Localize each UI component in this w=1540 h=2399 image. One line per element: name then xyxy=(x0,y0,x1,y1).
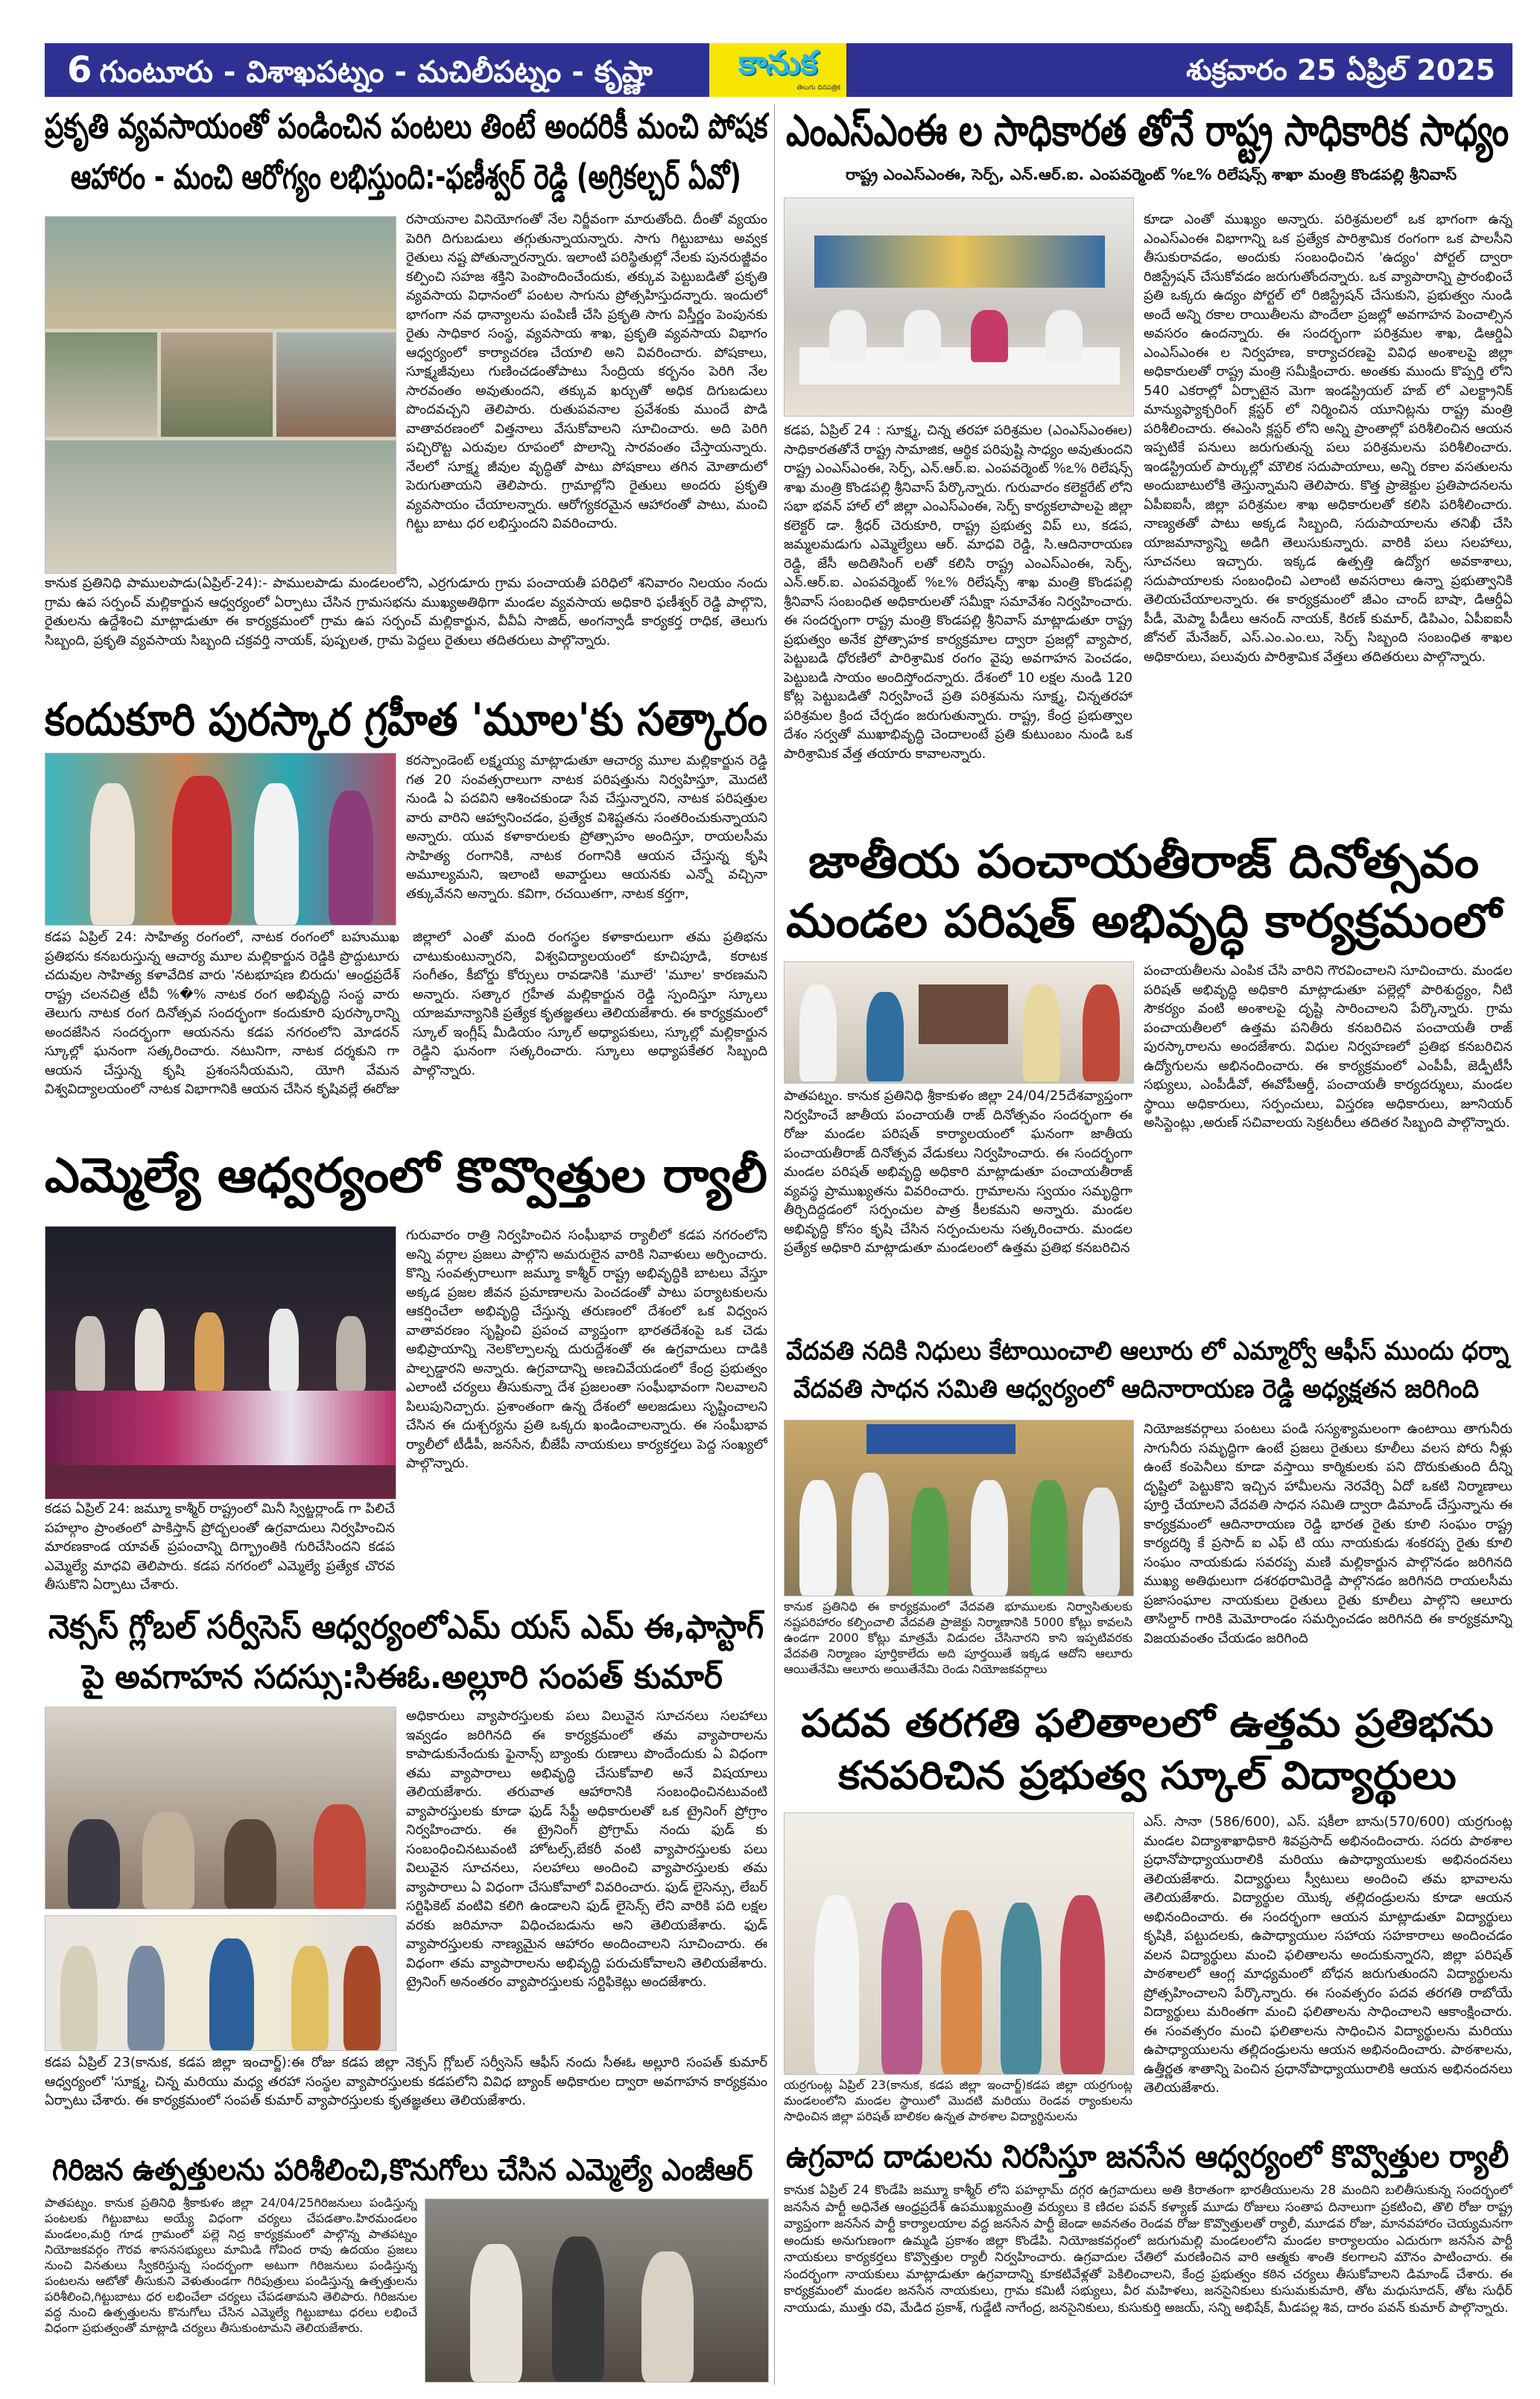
headline-farming-1: ప్రకృతి వ్యవసాయంతో పండించిన పంటలు తింటే అందరికీ మంచి పోషక xyxy=(45,106,768,146)
subheadline-msme: రాష్ట్ర ఎంఎస్ఎంఈ, సెర్ప్, ఎన్.ఆర్.ఐ. ఎంపవర్మెంట్ %ఽ% రిలేషన్స్ శాఖా మంత్రి కొండపల్లి శ్రీనివాస్ xyxy=(846,165,1457,183)
column-divider xyxy=(774,104,775,2385)
article-panchayat-body-continued: పంచాయతీలను ఎంపిక చేసి వారిని గౌరవించాలని సూచించారు. మండల పరిషత్ అభివృద్ధి అధికారి మాట్లాడుతూ పల్లెల్లో పారిశుద్ధ్యం, నీటి సౌకర్యం వంటి అంశాలపై దృష్టి సారించాలని పేర్కొన్నారు. గ్రామ పంచాయతీలలో ఉత్తమ పనితీరు కనబరిచిన పంచాయతీ రాజ్ పురస్కారాలను అందజేశారు. విధుల నిర్వహణలో ప్రతిభ కనబరిచిన ఉద్యోగులను అభినందించారు. ఈ కార్యక్రమంలో ఎంపీపీ, జెడ్పీటీసీ సభ్యులు, ఎంపీడీవో, ఈవోపీఆర్డీ, పంచాయతీ కార్యదర్శులు, మండల స్థాయి అధికారులు, సర్పంచులు, విస్తరణ అధికారులు, జూనియర్ అసిస్టెంట్లు ,అరుణ్ సచివాలయ సెక్రటరీలు తదితర సిబ్బంది పాల్గొన్నారు. xyxy=(1144,963,1512,1131)
page-number: 6 xyxy=(67,49,92,91)
article-girijana-body: పాతపట్నం. కానుక ప్రతినిధి శ్రీకాకుళం జిల్లా 24/04/25గిరిజనులు పండిస్తున్న పంటలకు గిట్టుబాటు అయ్యే విధంగా చర్యలు చేపడతాం.హిరమండలం మండలం,మర్రి గూడ గ్రామంలో పల్లె నిద్ర కార్యక్రమంలో పాల్గొన్న పాతపట్నం నియోజకవర్గం గౌరవ శాసనసభ్యులు మామిడి గోవింద రావు ఉదయం ప్రజలు నుంచి వినతులు స్వీకరిస్తున్న సందర్భంగా అటుగా గిరిజనులు పండిస్తున్న పంటలను ఆటోతో తీసుకుని వెళుతుండగా గిరిపుత్రులు పండిస్తున్న ఉత్పత్తులను పరిశీలించి,గిట్టుబాటు ధర లభించేలా చర్యలు చేపడతామని తెలిపారు. గిరిజనుల వద్ద నుంచి ఉత్పత్తులను కొనుగోలు చేసిన ఎమ్మెల్యే గిట్టుబాటు ధరలు లభించే విధంగా ప్రభుత్వంతో మాట్లాడి చర్యలు తీసుకుంటామని తెలియజేశారు. xyxy=(45,2196,417,2335)
headline-ssc-1: పదవ తరగతి ఫలితాలలో ఉత్తమ ప్రతిభను xyxy=(801,1701,1494,1746)
headline-vedavati-1: వేదవతి నదికి నిధులు కేటాయించాలి ఆలూరు లో ఎమ్మార్వో ఆఫీస్ ముందు ధర్నా xyxy=(786,1336,1509,1366)
photo-vedavati-dharna xyxy=(784,1420,1134,1596)
article-kandukuri-caption: కడప ఏప్రిల్ 24: సాహిత్య రంగంలో, నాటక రంగంలో బహుముఖ ప్రతిభను కనబరుస్తున్న ఆచార్య మూల మల్లికార్జున రెడ్డికి ప్రొద్దుటూరు చదువుల సాహిత్య కళావేదిక వారు 'నటభూషణ బిరుదు' ఆంధ్రప్రదేశ్ రాష్ట్ర చలనచిత్ర టీవీ %�‌% నాటక రంగ అభివృద్ధి సంస్థ వారు తెలుగు నాటక రంగ దినోత్సవ సందర్భంగా కందుకూరి పురస్కారాన్ని అందజేసిన సందర్భంగా ఆయనను కడప నగరంలోని మోడరన్ స్కూల్లో ఘనంగా సత్కరించారు. నటునిగా, నాటక దర్శకుని గా ఆయన చేస్తున్న కృషి ప్రశంసనీయమని, యోగి వేమన విశ్వవిద్యాలయంలో నాటక విభాగానికి ఆయన చేసిన కృషివల్లే ఈరోజు జిల్లాలో ఎంతో మంది రంగస్థల కళాకారులుగా తమ ప్రతిభను చాటుకుంటున్నారని, విశ్వవిద్యాలయంలో కూచిపూడి, కరాటక సంగీతం, కీబోర్డు కోర్సులు రావడానికి 'మూలే' 'మూల' కారణమని అన్నారు. సత్కార గ్రహీత మల్లికార్జున రెడ్డి స్పందిస్తూ స్కూలు యాజమాన్యానికి ప్రత్యేక కృతజ్ఞతలు తెలియజేశారు. ఈ కార్యక్రమంలో స్కూల్ ఇంగ్లీష్ మీడియం స్కూల్ అధ్యాపకులు, స్కూల్లో మల్లికార్జున రెడ్డిని ఘనంగా సత్కరించారు. స్కూలు అధ్యాపకేతర సిబ్బంది పాల్గొన్నారు. xyxy=(45,929,767,1097)
article-msme-body-continued: కూడా ఎంతో ముఖ్యం అన్నారు. పరిశ్రమలలో ఒక భాగంగా ఉన్న ఎంఎస్ఎంఈ విభాగాన్ని ఒక ప్రత్యేక పారిశ్రామిక రంగంగా ఒక పాలసీని తీసుకురావడం, అందుకు సంబంధించిన 'ఉద్యం' పోర్టల్ ద్వారా రిజిస్ట్రేషన్ చేసుకోవడం జరుగుతోందన్నారు. ఒక వ్యాపారాన్ని ప్రారంభించే ప్రతి ఒక్కరు ఉద్యం పోర్టల్ లో రిజిస్ట్రేషన్ చేసుకుని, ప్రభుత్వం నుండి అందే అన్ని రకాల రాయితీలను పొందేలా ప్రజల్లో అవగాహన పెంచాల్సిన అవసరం ఉందన్నారు. ఈ సందర్భంగా పరిశ్రమల శాఖ, డిఆర్డిఏ ఎంఎస్ఎంఈ ల నిర్వహణ, కార్యాచరణపై వివిధ అంశాలపై జిల్లా అధికారులతో రాష్ట్ర మంత్రి సమీక్షించారు. అంతకు ముందు కొప్పర్తి లోని 540 ఎకరాల్లో ఏర్పాటైన మెగా ఇండస్ట్రియల్ హబ్ లో ఎలక్ట్రానిక్ మాన్యుఫ్యాక్చరింగ్ క్లస్టర్ లో నిర్మించిన యూనిట్లను రాష్ట్ర మంత్రి పరిశీలించారు. ఈఎంసి క్లస్టర్ లోని అన్ని ప్రాంతాల్లో పరిశీలించిన ఆయన ఇప్పటికే పనులు జరుగుతున్న పలు పరిశ్రమలను పరిశీలించారు. ఇండస్ట్రియల్ పార్కుల్లో మౌలిక సదుపాయాలు, అన్ని రకాల వసతులను అందుబాటులోకి తెస్తున్నామని తెలిపారు. కొత్త ప్రాజెక్టుల ప్రతిపాదనలను ఏపీఐఐసీ, జిల్లా పరిశ్రమల శాఖ అధికారులతో కలిసి పరిశీలించారు. నాణ్యతతో పాటు అక్కడ సిబ్బంది, సదుపాయాలను తనిఖీ చేసి యాజమాన్యాన్ని అడిగి తెలుసుకున్నారు. వారికి పలు సలహాలు, సూచనలు ఇచ్చారు. ఇక్కడ ఉత్పత్తి ఉద్యోగ అవకాశాలు, సదుపాయాలకు సంబంధించి ఎలాంటి అవసరాలు ఉన్నా ప్రభుత్వానికి తెలియచేయాలన్నారు. ఈ కార్యక్రమంలో జీఎం చాంద్ బాషా, డిఆర్డీఏ పీడీ, మెప్మా పీడీలు ఆనంద్ నాయక్, కిరణ్ కుమార్, డిపిఎం, ఏపీఐఐసీ జోనల్ మేనేజర్, ఎస్.ఎం.ఎం.లు, సెర్ప్ సిబ్బంది సంబంధిత శాఖల అధికారులు, పలువురు పారిశ్రామిక వేత్తలు తదితరులు పాల్గొన్నారు. xyxy=(1144,212,1512,665)
photo-farming-meeting xyxy=(45,216,396,574)
headline-janasena: ఉగ్రవాద దాడులను నిరసిస్తూ జనసేన ఆధ్వర్యంలో కొవ్వొత్తుల ర్యాలీ xyxy=(786,2138,1509,2175)
headline-panchayat-2: మండల పరిషత్ అభివృద్ధి కార్యక్రమంలో xyxy=(786,894,1502,948)
headline-vedavati-2: వేదవతి సాధన సమితి ఆధ్వర్యంలో ఆదినారాయణ రెడ్డి అధ్యక్షతన జరిగింది xyxy=(793,1374,1479,1404)
article-nexus-caption: కడప ఏప్రిల్ 23(కానుక, కడప జిల్లా ఇంచార్జ్):ఈ రోజు కడప జిల్లా నెక్సస్ గ్లోబల్ సర్వీసెస్ ఆఫీస్ నందు సీఈఓ అల్లూరి సంపత్ కుమార్ ఆధ్వర్యంలో 'సూక్ష్మ, చిన్న మరియు మధ్య తరహా సంస్థల వ్యాపారస్తులకు కడపలోని వివిధ బ్యాంక్ అధికారుల ద్వారా అవగాహన కార్యక్రమం ఏర్పాటు చేశారు. ఈ కార్యక్రమంలో సంపత్ కుమార్ వ్యాపారస్తులకు కృతజ్ఞతలు తెలియజేశారు. xyxy=(45,2055,767,2108)
headline-nexus-2: పై అవగాహన సదస్సు:సిఈఓ.అల్లూరి సంపత్ కుమార్ xyxy=(82,1658,723,1696)
headline-nexus-1: నెక్సస్ గ్లోబల్ సర్వీసెస్ ఆధ్వర్యంలోఎమ్ యస్ ఎమ్ ఈ,ఫాస్టాగ్ xyxy=(48,1608,764,1646)
headline-kandukuri: కందుకూరి పురస్కార గ్రహీత 'మూల'కు సత్కారం xyxy=(45,694,767,746)
photo-msme-review-meeting xyxy=(784,197,1134,417)
edition-line xyxy=(67,46,653,94)
headline-msme: ఎంఎస్ఎంఈ ల సాధికారత తోనే రాష్ట్ర సాధికారిక సాధ్యం xyxy=(786,105,1509,156)
photo-panchayat-event xyxy=(784,961,1134,1084)
article-vedavati-caption: కానుక ప్రతినిధి ఈ కార్యక్రమంలో వేదవతి భూములకు నిర్వాసితులకు నష్టపరిహారం కల్పించాలి వేదవతి ప్రాజెక్టు నిర్మాణానికి 5000 కోట్లు కావలసి ఉండగా 2000 కోట్లు మాత్రమే విడుదల చేసినారని కాని ఇప్పటివరకు వేదవతి నిర్మాణం పూర్తికాలేదు అది పూర్తయితే ఇక్కడ ఆదోని ఆలూరు ఆయితేనేమి ఆలూరు అయితేనేమి రెండు నియోజకవర్గాలు xyxy=(784,1599,1132,1676)
article-mla-rally-body: గురువారం రాత్రి నిర్వహించిన సంఘీభావ ర్యాలీలో కడప నగరంలోని అన్ని వర్గాల ప్రజలు పాల్గొని అమరులైన వారికి నివాళులు అర్పించారు. కొన్ని సంవత్సరాలుగా జమ్మూ కాశ్మీర్ రాష్ట్ర అభివృద్ధికి బాటలు వేస్తూ అక్కడ ప్రజల జీవన ప్రమాణాలను పెంచడంతో పాటు పర్యాటకులను ఆకర్షించేలా అభివృద్ధి చేస్తున్న తరుణంలో దేశంలో ఒక విధ్వంస వాతావరణం సృష్టించి ప్రపంచ వ్యాప్తంగా భారతదేశంపై ఒక చెడు అభిప్రాయాన్ని నెలకొల్పాలన్న దురుద్దేశంతో ఈ ఉగ్రవాదులు దాడికి పాల్పడ్డారని అన్నారు. ఉగ్రవాదాన్ని అణచివేయడంలో కేంద్ర ప్రభుత్వం ఎలాంటి చర్యలు తీసుకున్నా దేశ ప్రజలంతా సంఘీభావంగా నిలవాలని పిలుపునిచ్చారు. ప్రశాంతంగా ఉన్న దేశంలో అలజడులు సృష్టించాలని చేసిన ఈ దుశ్చర్యను ప్రతి ఒక్కరు ఖండించాలన్నారు. ఈ సంఘీభావ ర్యాలీలో టీడీపీ, జనసేన, బీజేపీ నాయకులు కార్యకర్తలు పెద్ద సంఖ్యలో పాల్గొన్నారు. xyxy=(406,1227,767,1471)
photo-candle-rally xyxy=(45,1226,396,1499)
article-vedavati-body: నియోజకవర్గాలు పంటలు పండి సస్యశ్యామలంగా ఉంటాయి తాగునీరు సాగునీరు సమృద్ధిగా ఉంటే ప్రజలు రైతులు కూలీలు వలస పోరు నీళ్లు ఉంటే కంపెనీలు కూడా వస్తాయి కార్మికులకు పని దొరుకుతుంది దీన్ని దృష్టిలో పెట్టుకొని ఇచ్చిన హామీలను నెరవేర్చి ఏదో ఒకటి నిర్మాణాలు పూర్తి చేయాలని వేదవతి సాధన సమితి ద్వారా డిమాండ్ చేస్తున్నాను ఈ కార్యక్రమంలో ఆదినారాయణ రెడ్డి భారత రైతు కూలి సంఘం రాష్ట్ర కార్యదర్శి కే ప్రసాద్ ఐ ఎఫ్ టి యు నాయకుడు శంకరప్ప రైతు కూలి సంఘం నాయకుడు సవరప్ప మణి మల్లికార్జున పాల్గొనడం జరిగినది ముఖ్య అతిథులుగా దశరథరామిరెడ్డి పాల్గొనడం జరిగినది రాయలసీమ ప్రజాసంఘాల నాయకులు రైతులు రైతు కూలీలు పాల్గొని ఆలూరు తాసిల్దార్ గారికి మెమోరాండం సమర్పించడం జరిగినది ఈ కార్యక్రమాన్ని విజయవంతం చేయడం జరిగింది xyxy=(1144,1421,1512,1646)
article-panchayat-body: పాతపట్నం. కానుక ప్రతినిధి శ్రీకాకుళం జిల్లా 24/04/25దేశవ్యాప్తంగా నిర్వహించే జాతీయ పంచాయతీ రాజ్ దినోత్సవం సందర్భంగా ఈ రోజు మండల పరిషత్ కార్యాలయంలో ఘనంగా జాతీయ పంచాయతీరాజ్ దినోత్సవ వేడుకలు నిర్వహించారు. ఈ సందర్భంగా మండల పరిషత్ అభివృద్ధి అధికారి మాట్లాడుతూ పంచాయతీరాజ్ వ్యవస్థ ప్రాముఖ్యతను వివరించారు. గ్రామాలను స్వయం సమృద్ధిగా తీర్చిదిద్దడంలో సర్పంచుల పాత్ర కీలకమని అన్నారు. మండల అభివృద్ధి కోసం కృషి చేసిన సర్పంచులను సత్కరించారు. మండల ప్రత్యేక అధికారి మాట్లాడుతూ మండలంలో ఉత్తమ ప్రతిభ కనబరిచిన xyxy=(784,1088,1132,1256)
article-ssc-body: ఎస్. సానా (586/600), ఎస్. షకీలా బాను(570/600) యర్రగుంట్ల మండల విద్యాశాఖాధికారి శివప్రసాద్ అభినందించారు. సదరు పాఠశాల ప్రధానోపాధ్యాయురాలికి మరియు ఉపాధ్యాయులకు అభినందనలు తెలియజేశారు. విద్యార్థులు స్వీటులు అందించి తమ భావాలను తెలియజేశారు. విద్యార్థుల యొక్క తల్లిదండ్రులను కూడా ఆయన అభినందించారు. ఈ సందర్భంగా ఆయన మాట్లాడుతూ విద్యార్థులు కృషికి, పట్టుదలకు, ఉపాధ్యాయుల సహాయ సహకారాలు అందించడం వలన విద్యార్థులు మంచి ఫలితాలను అందుకున్నారని, జిల్లా పరిషత్ పాఠశాలలో ఆంగ్ల మాధ్యమంలో బోధన జరుగుతుందని విద్యార్థులను ప్రోత్సహించాలని పేర్కొన్నారు. ఈ సంవత్సరం పదవ తరగతి రాబోయే విద్యార్థులు మరింతగా మంచి ఫలితాలను సాధించాలని ఆకాంక్షించారు. ఈ సంవత్సరం మంచి ఫలితాలను సాధించిన విద్యార్థులను మరియు ఉపాధ్యాయులను తల్లిదండ్రులను ఆయన అభినందించారు. పాఠశాలను, ఉత్తీర్ణత శాతాన్ని పెంచిన ప్రధానోపాధ్యాయురాలికి ఆయన అభినందనలు తెలియజేశారు. xyxy=(1144,1814,1512,2096)
article-janasena-body: కానుక ఏప్రిల్ 24 కొండేపి జమ్మూ కాశ్మీర్ లోని పహల్గామ్ దగ్గర ఉగ్రవాదులు అతి కిరాతంగా భారతీయులను 28 మందిని బలితీసుకున్న సందర్భంలో జనసేన పార్టీ అధినేత ఆంధ్రప్రదేశ్ ఉపముఖ్యమంత్రి వర్యులు కె ణిదల పవన్ కళ్యాణ్ మూడు రోజులు సంతాప దినాలుగా ప్రకటించి, తొలి రోజు రాష్ట్ర వ్యాప్తంగా జనసేన పార్టీ కార్యాలయాల వద్ద జనసేన పార్టీ జెండా అవనతం రెండవ రోజు కొవ్వొత్తులతో ర్యాలీ, మూడవ రోజు, మానవహారం చెయ్యమనగా అందుకు అనుగుణంగా ఉమ్మడి ప్రకాశం జిల్లా కొండేపి. నియోజకవర్గంలో జరుగుమల్లి మండలంలోని మండల కార్యాలయం ఎదురుగా జనసేన పార్టీ నాయకులు కార్యకర్తలు కొవ్వొత్తుల ర్యాలీ నిర్వహించారు. ఉగ్రవాదుల చేతిలో మరణించిన వారి ఆత్మకు శాంతి కలగాలని మౌనం పాటించారు. ఈ సందర్భంగా నాయకులు మాట్లాడుతూ ఉగ్రవాదాన్ని కూకటివేళ్లతో పెకిలించాలని, కేంద్ర ప్రభుత్వం కఠిన చర్యలు తీసుకోవాలని డిమాండ్ చేశారు. ఈ కార్యక్రమంలో మండల జనసేన నాయకులు, గ్రామ కమిటీ సభ్యులు, వీర మహిళలు, జనసైనికులు కుసుమకుమారి, తోట మధుసూదన్, తోట సుధీర్ నాయుడు, ముత్తు రవి, మేడిద ప్రకాశ్, గుడ్డేటి నాగేంద్ర, జనసైనికులు, కుసుకుర్తి అజయ్, సన్ని అభిషేక్, మీడపల్ల శివ, దారం పవన్ కుమార్ పాల్గొన్నారు. xyxy=(784,2183,1512,2316)
article-kandukuri-body: కరస్పాండెంట్ లక్ష్మయ్య మాట్లాడుతూ ఆచార్య మూల మల్లికార్జున రెడ్డి గత 20 సంవత్సరాలుగా నాటక పరిషత్తును నిర్వహిస్తూ, మొదటి నుండి ఏ పదవిని ఆశించకుండా సేవ చేస్తున్నారని, నాటక పరిషత్తుల వారు వారిని ఆహ్వానించడం, ప్రత్యేక విశిష్టతను సంతరించుకున్నాయని అన్నారు. యువ కళాకారులకు ప్రోత్సాహం అందిస్తూ, రాయలసీమ సాహిత్య రంగానికి, నాటక రంగానికి ఆయన చేస్తున్న కృషి అమూల్యమని, ఇలాంటి అవార్డులు ఆయనకు ఎన్నో వచ్చినా తక్కువేనని అన్నారు. కవిగా, రచయితగా, నాటక కర్తగా, xyxy=(406,753,767,902)
photo-nexus-training xyxy=(45,1707,396,1909)
article-mla-rally-caption: కడప ఏప్రిల్ 24: జమ్మూ కాశ్మీర్ రాష్ట్రంలో మినీ స్విట్జర్లాండ్ గా పిలిచే పహల్గాం ప్రాంతంలో పాకిస్తాన్ ప్రోద్బలంతో ఉగ్రవాదులు నిర్వహించిన మారణకాండ యావత్ ప్రపంచాన్ని దిగ్భ్రాంతికి గురిచేసిందని కడప ఎమ్మెల్యే మాధవి తెలిపారు. కడప నగరంలో ఎమ్మెల్యే ప్రత్యేక చొరవ తీసుకొని ఏర్పాటు చేశారు. xyxy=(45,1501,395,1593)
photo-kandukuri-felicitation xyxy=(45,753,396,926)
photo-girijana-produce xyxy=(425,2199,769,2383)
article-ssc-caption: యర్రగుంట్ల ఏప్రిల్ 23(కానుక, కడప జిల్లా ఇంచార్జ్)కడప జిల్లా యర్రగుంట్ల మండలంలోని మండల స్థాయిలో మొదటి మరియు రెండవ ర్యాంకులను సాధించిన జిల్లా పరిషత్ బాలికల ఉన్నత పాఠశాల విద్యార్థినులను xyxy=(784,2078,1132,2123)
logo-tagline: తెలుగు దినపత్రిక xyxy=(796,84,840,92)
headline-farming-2: ఆహారం - మంచి ఆరోగ్యం లభిస్తుంది:-ఫణీశ్వర్ రెడ్డి (అగ్రికల్చర్ ఏవో) xyxy=(71,157,741,197)
article-msme-body: కడప, ఏప్రిల్ 24 : సూక్ష్మ, చిన్న తరహా పరిశ్రమల (ఎంఎస్ఎంఈల) సాధికారతతోనే రాష్ట్ర సామాజిక, ఆర్థిక పరిపుష్టి సాధ్యం అవుతుందని రాష్ట్ర ఎంఎస్ఎంఈ, సెర్ప్, ఎన్.ఆర్.ఐ. ఎంపవర్మెంట్ %ఽ% రిలేషన్స్ శాఖ మంత్రి కొండపల్లి శ్రీనివాస్ పేర్కొన్నారు. గురువారం కలెక్టరేట్ లోని సభా భవన్ హాల్ లో జిల్లా ఎంఎస్ఎంఈ, సెర్ప్ కార్యకలాపాలపై జిల్లా కలెక్టర్ డా. శ్రీధర్ చెరుకూరి, రాష్ట్ర ప్రభుత్వ విప్ లు, కడప, జమ్మలమడుగు ఎమ్మెల్యేలు ఆర్. మాధవి రెడ్డి, సి.ఆదినారాయణ రెడ్డి, జేసీ అదితిసింగ్ లతో కలిసి రాష్ట్ర ఎంఎస్ఎంఈ, సెర్ప్, ఎన్.ఆర్.ఐ. ఎంపవర్మెంట్ %ఽ% రిలేషన్స్ శాఖ మంత్రి కొండపల్లి శ్రీనివాస్ సంబంధిత అధికారులతో సమీక్షా సమావేశం నిర్వహించారు. ఈ సందర్భంగా రాష్ట్ర మంత్రి కొండపల్లి శ్రీనివాస్ మాట్లాడుతూ రాష్ట్ర ప్రభుత్వం అనేక ప్రోత్సాహక కార్యక్రమాల ద్వారా ప్రజల్లో వ్యాపార, పెట్టుబడి ధోరణిలో పారిశ్రామిక రంగం వైపు అవగాహన పెంచడం, పెట్టుబడి సాయం అందిస్తోందన్నారు. దేశంలో 10 లక్షల నుండి 120 కోట్ల పెట్టుబడితో నిర్వహించే ప్రతి పరిశ్రమను సూక్ష్మ, చిన్నతరహా పరిశ్రమల క్రింద చేర్చడం జరుగుతున్నారు. రాష్ట్ర, కేంద్ర ప్రభుత్వాల దేశం సర్వతో ముఖాభివృద్ధి చెందాలంటే ప్రతి కుటుంబం నుండి ఒక పారిశ్రామిక వేత్త తయారు కావాలన్నారు. xyxy=(784,423,1132,762)
logo-text: కానుక xyxy=(738,44,817,82)
issue-date: శుక్రవారం 25 ఏప్రిల్ 2025 xyxy=(1186,54,1495,86)
headline-panchayat-1: జాతీయ పంచాయతీరాజ్ దినోత్సవం xyxy=(808,834,1480,888)
photo-nexus-certificates xyxy=(45,1915,396,2051)
edition-name: గుంటూరు - విశాఖపట్నం - మచిలీపట్నం - కృష్ణా xyxy=(99,55,653,89)
headline-mla-rally: ఎమ్మెల్యే ఆధ్వర్యంలో కొవ్వొత్తుల ర్యాలీ xyxy=(45,1148,767,1204)
article-farming-body: రసాయనాల వినియోగంతో నేల నిర్జీవంగా మారుతోంది. దీంతో వ్యయం పెరిగి దిగుబడులు తగ్గుతున్నాయన్నారు. సాగు గిట్టుబాటు అవ్వక రైతులు నష్ట పోతున్నారన్నారు. ఇలాంటి పరిస్థితుల్లో నేలకు పునరుజ్జీవం కల్పించి సహజ శక్తిని పెంపొందించేందుకు, తక్కువ పెట్టుబడితో ప్రకృతి వ్యవసాయ విధానంలో పంటల సాగును ప్రోత్సహిస్తుదన్నారు. ఇందులో భాగంగా నవ ధాన్యాలను పంపిణీ చేసి ప్రకృతి సాగు విస్తీర్ణం పెంపునకు రైతు సాధికార సంస్థ, వ్యవసాయ శాఖ, ప్రకృతి వ్యవసాయ విభాగం ఆధ్వర్యంలో కార్యాచరణ చేయాలి అని వివరించారు. పోషకాలు, సూక్ష్మజీవులు గుణించడంతోపాటు సేంద్రియ కర్బనం పెరిగి నేల సారవంతం అవుతుందని, తక్కువ ఖర్చుతో అధిక దిగుబడులు పొందవచ్చని తెలిపారు. రుతుపవనాల ప్రవేశంకు ముందే పొడి వాతావరణంలో విత్తనాలు వేసుకోవాలని సూచించారు. అది పెరిగి పచ్చిరొట్ట ఎరువుల రూపంలో పొలాన్ని సారవంతం చేస్తాయన్నారు. నేలలో సూక్ష్మ జీవుల వృద్ధితో పాటు పోషకాలు తగిన మోతాదులో పెరుగుతాయని తెలిపారు. గ్రామాల్లోని రైతులు అందరు ప్రకృతి వ్యవసాయం చేయాలన్నారు. ఆరోగ్యకరమైన ఆహారంతో పాటు, మంచి గిట్టు బాటు ధర లభిస్తుందని వివరించారు. xyxy=(406,212,767,531)
headline-ssc-2: కనపరిచిన ప్రభుత్వ స్కూల్ విద్యార్థులు xyxy=(838,1754,1457,1798)
newspaper-logo xyxy=(709,43,846,97)
article-farming-caption: కానుక ప్రతినిధి పాములపాడు(ఏప్రిల్-24):- పాములపాడు మండలంలోని, ఎర్రగుడూరు గ్రామ పంచాయతీ పరిధిలో శనివారం నిలయం నందు గ్రామ ఉప సర్పంచ్ మల్లికార్జున ఆధ్వర్యంలో ఏర్పాటు చేసిన గ్రామసభను ముఖ్యఅతిథిగా మండల వ్యవసాయ అధికారి ఫణీశ్వర్ రెడ్డి పాల్గొని, రైతులను ఉద్దేశించి మాట్లాడుతూ ఈ కార్యక్రమంలో గ్రామ ఉప సర్పంచ్ మల్లికార్జున, వీవీఏ సాజిద్, అంగన్వాడీ కార్యకర్త రాధిక, తెలుగు సిబ్బంది, ప్రకృతి వ్యవసాయ సిబ్బంది చక్రవర్తి నాయక్, పుష్పలత, గ్రామ పెద్దలు రైతులు తదితరులు పాల్గొన్నారు. xyxy=(45,575,767,648)
article-nexus-body: అధికారులు వ్యాపారస్తులకు పలు విలువైన సూచనలు సలహాలు ఇవ్వడం జరిగినది ఈ కార్యక్రమంలో తమ వ్యాపారాలను కాపాడుకునేందుకు ఫైనాన్స్ బ్యాంకు రుణాలు పొందేందుకు ఏ విధంగా తమ వ్యాపారాలు అభివృద్ధి చేసుకోవాలి అనే విషయాలు తెలియజేశారు. తరువాత ఆహారానికి సంబంధించినటువంటి వ్యాపారస్తులకు కూడా ఫుడ్ సేఫ్టీ అధికారులతో ఒక ట్రైనింగ్ ప్రోగ్రాం నిర్వహించారు. ఈ ట్రైనింగ్ ప్రోగ్రామ్ నందు ఫుడ్ కు సంబంధించినటువంటి హోటల్స్,బేకరీ వంటి వ్యాపారస్తులకు పలు విలువైన సూచనలు, సలహాలు అందించి వ్యాపారస్తులకు తమ వ్యాపారాలు ఏ విధంగా చేసుకోవాలో వివరించారు. ఫుడ్ లైసెన్సు, లేబర్ సర్టిఫికెట్ వంటివి కలిగి ఉండాలని ఫుడ్ లైసెన్స్ లేని వారికి పది లక్షల వరకు జరిమానా విధించబడును అని తెలియజేశారు. ఫుడ్ వ్యాపారస్తులకు నాణ్యమైన ఆహారం అందించాలని సూచించారు. ఈ విధంగా తమ వ్యాపారాలను అభివృద్ధి పరుచుకోవాలని తెలియజేశారు. ట్రైనింగ్ అనంతరం వ్యాపారస్తులకు సర్టిఫికెట్లు అందజేశారు. xyxy=(406,1708,767,1990)
headline-girijana: గిరిజన ఉత్పత్తులను పరిశీలించి,కొనుగోలు చేసిన ఎమ్మెల్యే ఎంజీఆర్ xyxy=(52,2153,753,2187)
photo-ssc-students xyxy=(784,1812,1134,2075)
